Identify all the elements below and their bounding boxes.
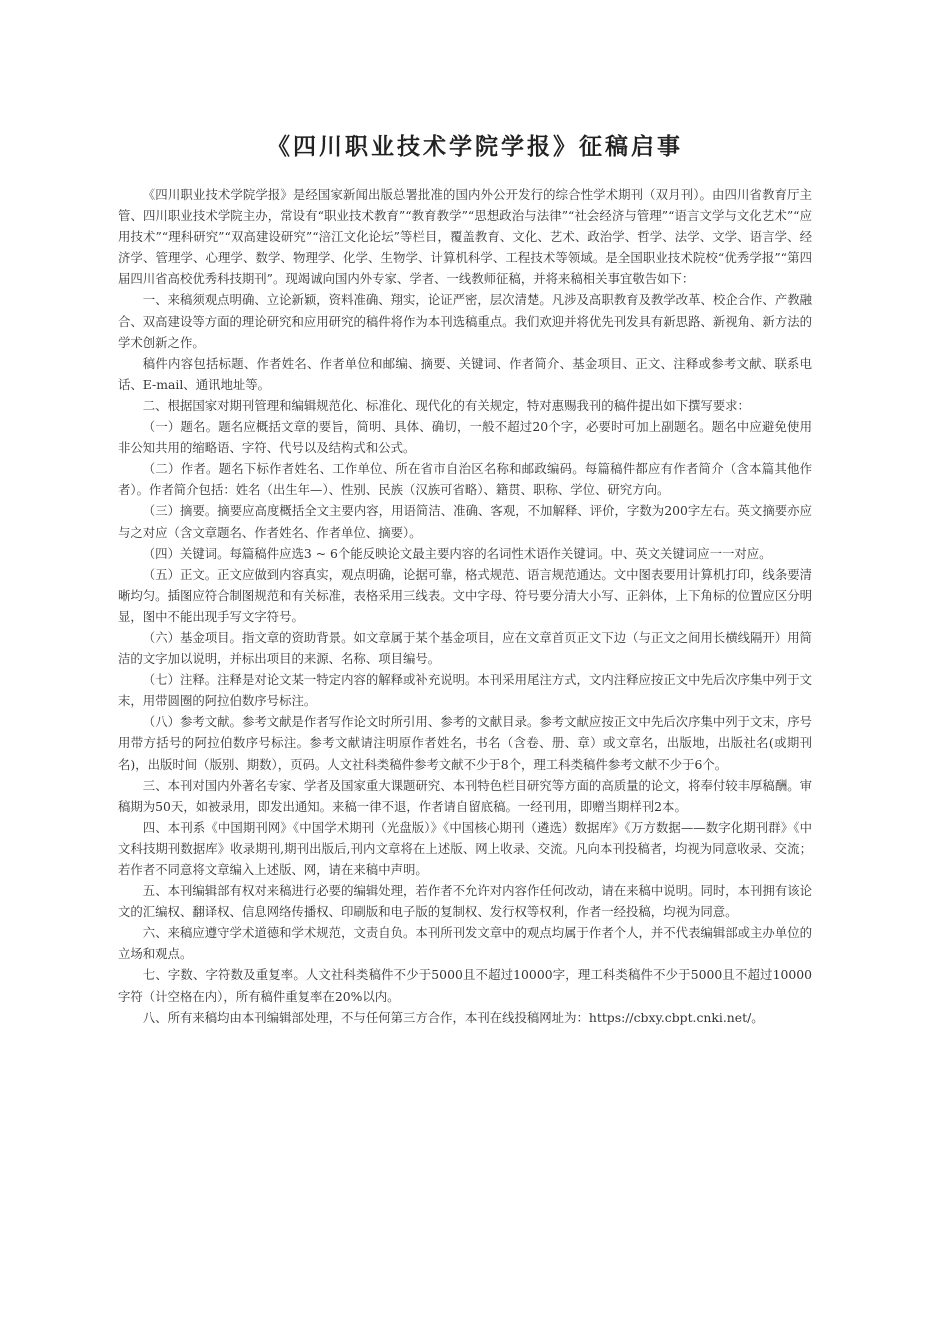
paragraph-item-fund: （六）基金项目。指文章的资助背景。如文章属于某个基金项目，应在文章首页正文下边（与正文之间用长横线隔开）用简洁的文字加以说明，并标出项目的来源、名称、项目编号。: [118, 629, 812, 667]
paragraph-section-6: 六、来稿应遵守学术道德和学术规范，文责自负。本刊所刊发文章中的观点均属于作者个人，并不代表编辑部或主办单位的立场和观点。: [118, 925, 812, 962]
paragraph-section-8: 八、所有来稿均由本刊编辑部处理，不与任何第三方合作，本刊在线投稿网址为：https://cbxy.cbpt.cnki.net/。: [142, 1009, 764, 1025]
paragraph-item-abstract: （三）摘要。摘要应高度概括全文主要内容，用语简洁、准确、客观，不加解释、评价，字数为200字左右。英文摘要亦应与之对应（含文章题名、作者姓名、作者单位、摘要）。: [118, 503, 812, 540]
paragraph-intro: 《四川职业技术学院学报》是经国家新闻出版总署批准的国内外公开发行的综合性学术期刊（双月刊）。由四川省教育厅主管、四川职业技术学院主办，常设有“职业技术教育”“教育教学”“思想政治与法律”“社会经济与管理”“语言文学与文化艺术”“应用技术”“理科研究”“双高建设研究”“涪江文化论坛”等栏目，覆盖教育、文化、艺术、政治学、哲学、法学、文学、语言学、经济学、管理学、心理学、数学、物理学、化学、生物学、计算机科学、工程技术等领域。是全国职业技术院校“优秀学报”“第四届四川省高校优秀科技期刊”。现竭诚向国内外专家、学者、一线教师征稿，并将来稿相关事宜敬告如下：: [118, 187, 812, 287]
paragraph-item-references: （八）参考文献。参考文献是作者写作论文时所引用、参考的文献目录。参考文献应按正文中先后次序集中列于文末，序号用带方括号的阿拉伯数序号标注。参考文献请注明原作者姓名，书名（含卷、册、章）或文章名，出版地，出版社名(或期刊名)，出版时间（版别、期数），页码。人文社科类稿件参考文献不少于8个，理工科类稿件参考文献不少于6个。: [118, 714, 812, 772]
paragraph-item-author: （二）作者。题名下标作者姓名、工作单位、所在省市自治区名称和邮政编码。每篇稿件都应有作者简介（含本篇其他作者）。作者简介包括：姓名（出生年—）、性别、民族（汉族可省略）、籍贯、职称、学位、研究方向。: [118, 461, 812, 498]
document-body: [118, 184, 812, 1028]
paragraph-section-7: 七、字数、字符数及重复率。人文社科类稿件不少于5000且不超过10000字，理工科类稿件不少于5000且不超过10000字符（计空格在内），所有稿件重复率在20%以内。: [118, 967, 812, 1004]
paragraph-item-notes: （七）注释。注释是对论文某一特定内容的解释或补充说明。本刊采用尾注方式，文内注释应按正文中先后次序集中列于文末，用带圆圈的阿拉伯数序号标注。: [118, 672, 812, 709]
paragraph-item-keywords: （四）关键词。每篇稿件应选3 ~ 6个能反映论文最主要内容的名词性术语作关键词。中、英文关键词应一一对应。: [142, 545, 772, 561]
paragraph-section-1: 一、来稿须观点明确、立论新颖，资料准确、翔实，论证严密，层次清楚。凡涉及高职教育及教学改革、校企合作、产教融合、双高建设等方面的理论研究和应用研究的稿件将作为本刊选稿重点。我们欢迎并将优先刊发具有新思路、新视角、新方法的学术创新之作。: [118, 292, 812, 350]
paragraph-item-main-text: （五）正文。正文应做到内容真实，观点明确，论据可靠，格式规范、语言规范通达。文中图表要用计算机打印，线条要清晰均匀。插图应符合制图规范和有关标准，表格采用三线表。文中字母、符号要分清大小写、正斜体，上下角标的位置应区分明显，图中不能出现手写文字符号。: [118, 566, 812, 624]
paragraph-item-title: （一）题名。题名应概括文章的要旨，简明、具体、确切，一般不超过20个字，必要时可加上副题名。题名中应避免使用非公知共用的缩略语、字符、代号以及结构式和公式。: [118, 419, 812, 456]
paragraph-section-2: 二、根据国家对期刊管理和编辑规范化、标准化、现代化的有关规定，特对惠赐我刊的稿件提出如下撰写要求：: [142, 397, 750, 413]
paragraph-section-3: 三、本刊对国内外著名专家、学者及国家重大课题研究、本刊特色栏目研究等方面的高质量的论文，将奉付较丰厚稿酬。审稿期为50天，如被录用，即发出通知。来稿一律不退，作者请自留底稿。一经刊用，即赠当期样刊2本。: [118, 777, 812, 814]
paragraph-section-4: 四、本刊系《中国期刊网》《中国学术期刊（光盘版）》《中国核心期刊（遴选）数据库》《万方数据——数字化期刊群》《中文科技期刊数据库》收录期刊,期刊出版后,刊内文章将在上述版、网上收录、交流。凡向本刊投稿者，均视为同意收录、交流；若作者不同意将文章编入上述版、网，请在来稿中声明。: [118, 819, 812, 877]
paragraph-section-5: 五、本刊编辑部有权对来稿进行必要的编辑处理，若作者不允许对内容作任何改动，请在来稿中说明。同时，本刊拥有该论文的汇编权、翻译权、信息网络传播权、印刷版和电子版的复制权、发行权等权利，作者一经投稿，均视为同意。: [118, 883, 812, 920]
document-title: 《四川职业技术学院学报》征稿启事: [267, 134, 683, 160]
paragraph-section-1-contents: 稿件内容包括标题、作者姓名、作者单位和邮编、摘要、关键词、作者简介、基金项目、正文、注释或参考文献、联系电话、E-mail、通讯地址等。: [118, 355, 812, 392]
